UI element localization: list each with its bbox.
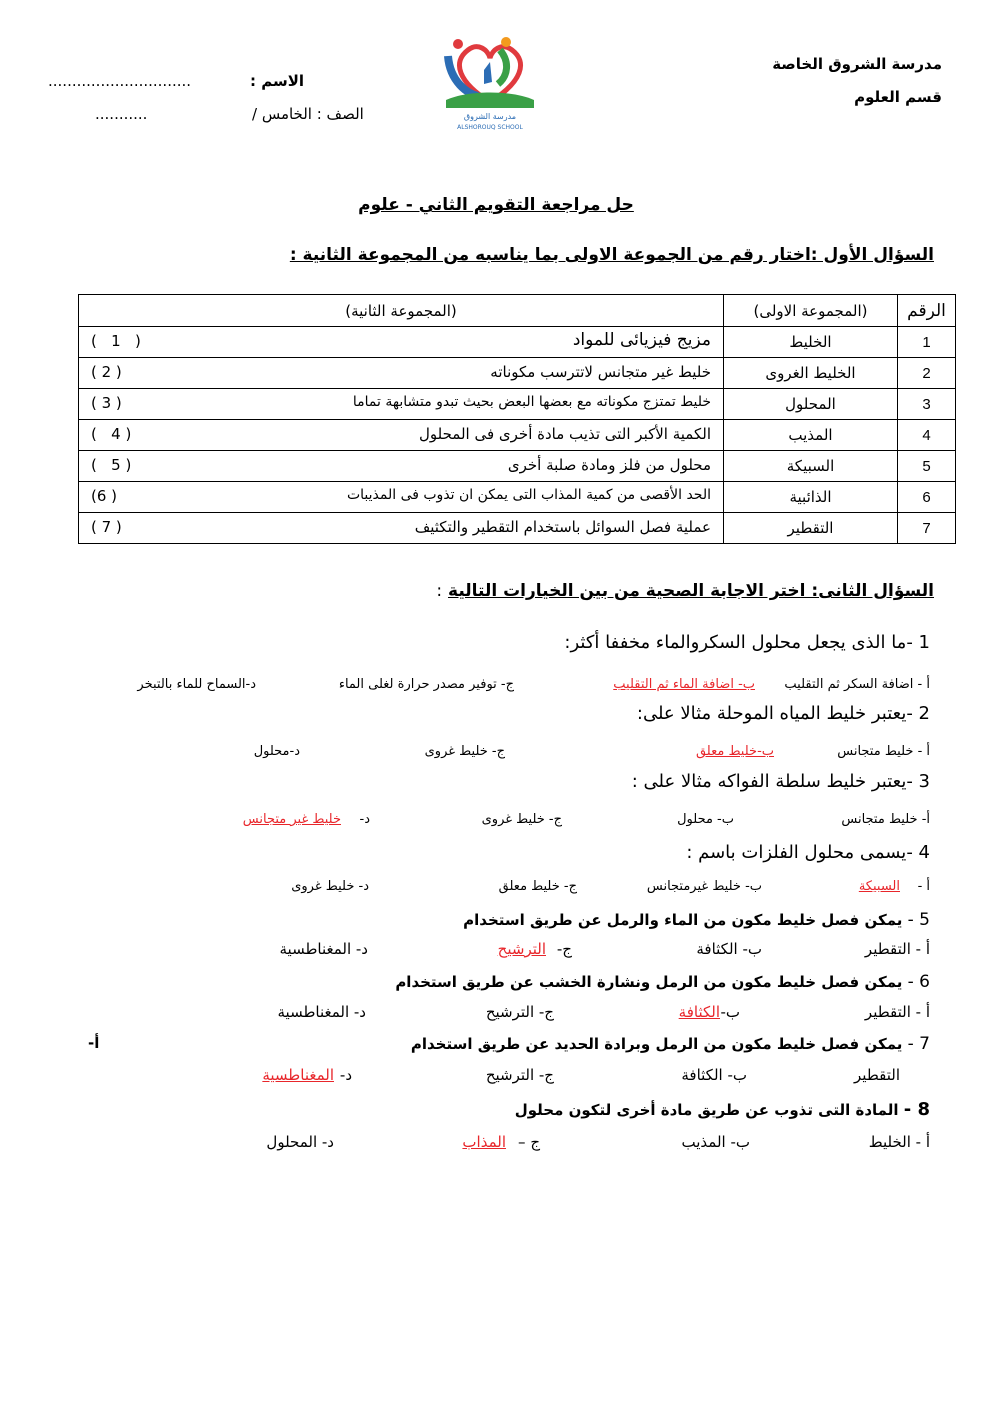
class-label: الصف : الخامس / bbox=[252, 105, 364, 123]
question1-heading: السؤال الأول :اختار رقم من الجموعة الاولى بما يناسبه من المجموعة الثانية : bbox=[289, 245, 934, 265]
option-d: د- خليط غروى bbox=[291, 879, 369, 894]
option-d-label: د- bbox=[359, 812, 370, 827]
option-b: ب- الكثافة bbox=[681, 1066, 747, 1084]
option-b: ب- الكثافة bbox=[696, 940, 762, 958]
row-number: 6 bbox=[898, 482, 956, 513]
option-c: ج- الترشيح bbox=[485, 1066, 554, 1084]
answer-number: ( 4 ) bbox=[91, 425, 132, 443]
option-c: ج- توفير مصدر حرارة لغلى الماء bbox=[338, 677, 514, 692]
row-term: الذائبية bbox=[724, 482, 898, 513]
option-a: أ - التقطير bbox=[864, 940, 930, 958]
table-row bbox=[79, 358, 956, 389]
question-item-1: 1 -ما الذى يجعل محلول السكروالماء مخففا أكثر: bbox=[564, 632, 930, 653]
row-description bbox=[79, 389, 724, 420]
description-text: محلول من فلز ومادة صلبة أخرى bbox=[507, 456, 711, 474]
question-item-5: 5 - يمكن فصل خليط مكون من الماء والرمل عن طريق استخدام bbox=[463, 910, 930, 930]
option-b-correct: الكثافة bbox=[678, 1003, 720, 1021]
question2-heading: السؤال الثانى: اختر الاجابة الصحية من بين الخيارات التالية : bbox=[436, 581, 934, 601]
col-group1-header: (المجموعة الاولى) bbox=[724, 295, 898, 327]
answer-number: ( 7 ) bbox=[91, 518, 122, 536]
department-name: قسم العلوم bbox=[854, 88, 942, 106]
row-term: الخليط الغروى bbox=[724, 358, 898, 389]
option-d: د- المغناطسية bbox=[279, 940, 368, 958]
option-d-correct: خليط غير متجانس bbox=[242, 812, 341, 827]
row-description bbox=[79, 327, 724, 358]
option-d: د-محلول bbox=[253, 744, 300, 759]
table-row bbox=[79, 327, 956, 358]
question-item-7: 7 - يمكن فصل خليط مكون من الرمل وبرادة الحديد عن طريق استخدام bbox=[410, 1034, 930, 1054]
row-description bbox=[79, 482, 724, 513]
row-term: التقطير bbox=[724, 513, 898, 544]
option-c: ج- خليط غروى bbox=[481, 812, 562, 827]
row-number: 5 bbox=[898, 451, 956, 482]
option-d: د- المحلول bbox=[266, 1133, 334, 1151]
row-term: السبيكة bbox=[724, 451, 898, 482]
page-title: حل مراجعة التقويم الثاني - علوم bbox=[358, 195, 634, 215]
description-text: الكمية الأكبر التى تذيب مادة أخرى فى المحلول bbox=[418, 425, 711, 443]
school-name: مدرسة الشروق الخاصة bbox=[772, 55, 942, 73]
row-number: 1 bbox=[898, 327, 956, 358]
question-item-6: 6 - يمكن فصل خليط مكون من الرمل ونشارة الخشب عن طريق استخدام bbox=[395, 972, 930, 992]
answer-number: (6 ) bbox=[91, 487, 118, 505]
row-description bbox=[79, 358, 724, 389]
option-c-label: ج – bbox=[518, 1133, 540, 1151]
option-a: أ - اضافة السكر ثم التقليب bbox=[784, 677, 930, 692]
row-number: 7 bbox=[898, 513, 956, 544]
option-d: د- المغناطسية bbox=[277, 1003, 366, 1021]
option-a: أ - التقطير bbox=[864, 1003, 930, 1021]
row-term: المحلول bbox=[724, 389, 898, 420]
school-logo bbox=[438, 32, 542, 132]
option-b-correct: ب- اضافة الماء ثم التقليب bbox=[613, 677, 755, 692]
row-number: 3 bbox=[898, 389, 956, 420]
option-a-label: أ- bbox=[88, 1034, 100, 1052]
option-c: ج- الترشيح bbox=[485, 1003, 554, 1021]
option-b: ب- المذيب bbox=[681, 1133, 750, 1151]
option-a: أ - الخليط bbox=[868, 1133, 930, 1151]
option-c-label: ج- bbox=[556, 940, 572, 958]
class-blank: ........... bbox=[95, 105, 148, 123]
option-c: ج- خليط غروى bbox=[424, 744, 505, 759]
option-b: ب- محلول bbox=[677, 812, 734, 827]
table-row bbox=[79, 451, 956, 482]
matching-table bbox=[78, 294, 956, 544]
answer-number: ( 3 ) bbox=[91, 394, 122, 412]
option-c-correct: الترشيح bbox=[497, 940, 546, 958]
question-item-2: 2 -يعتبر خليط المياه الموحلة مثالا على: bbox=[636, 703, 930, 724]
row-term: الخليط bbox=[724, 327, 898, 358]
answer-number: ( 2 ) bbox=[91, 363, 122, 381]
name-blank: .............................. bbox=[48, 72, 192, 90]
row-description bbox=[79, 513, 724, 544]
logo-text: مدرسة الشروق bbox=[463, 112, 517, 121]
option-c-correct: المذاب bbox=[462, 1133, 506, 1151]
option-b-correct: ب-خليط معلق bbox=[695, 744, 774, 759]
row-number: 2 bbox=[898, 358, 956, 389]
option-c: ج- خليط معلق bbox=[498, 879, 577, 894]
description-text: مزيج فيزيائى للمواد bbox=[572, 330, 711, 350]
col-number-header: الرقم bbox=[898, 295, 956, 327]
col-group2-header: (المجموعة الثانية) bbox=[79, 295, 724, 327]
description-text: خليط غير متجانس لاتترسب مكوناته bbox=[490, 363, 711, 381]
option-b-label: ب- bbox=[720, 1003, 740, 1021]
option-a: التقطير bbox=[854, 1066, 900, 1084]
option-a: أ- خليط متجانس bbox=[841, 812, 930, 827]
option-b: ب- خليط غيرمتجانس bbox=[646, 879, 762, 894]
option-d: د-السماح للماء بالتبخر bbox=[137, 677, 256, 692]
option-a: أ - خليط متجانس bbox=[837, 744, 930, 759]
answer-number: ( 5 ) bbox=[91, 456, 132, 474]
description-text: الحد الأقصى من كمية المذاب التى يمكن ان تذوب فى المذيبات bbox=[346, 487, 711, 503]
row-number: 4 bbox=[898, 420, 956, 451]
option-d-correct: المغناطسية bbox=[262, 1066, 334, 1084]
question-item-8: 8 - المادة التى تذوب عن طريق مادة أخرى لتكون محلول bbox=[514, 1099, 930, 1120]
description-text: خليط تمتزج مكوناته مع بعضها البعض بحيث تبدو متشابهة تماما bbox=[352, 394, 711, 410]
question-item-4: 4 -يسمى محلول الفلزات باسم : bbox=[686, 842, 930, 863]
question-item-3: 3 -يعتبر خليط سلطة الفواكه مثالا على : bbox=[631, 771, 930, 792]
row-description bbox=[79, 420, 724, 451]
option-a-correct: السبيكة bbox=[858, 879, 900, 894]
logo-subtext: ALSHOROUQ SCHOOL bbox=[457, 124, 523, 131]
option-d-label: د- bbox=[339, 1066, 352, 1084]
name-label: الاسم : bbox=[250, 72, 305, 90]
table-row bbox=[79, 513, 956, 544]
description-text: عملية فصل السوائل باستخدام التقطير والتكثيف bbox=[414, 518, 711, 536]
option-a-label: أ - bbox=[917, 879, 930, 894]
answer-number: ( 1 ) bbox=[91, 332, 141, 350]
table-row bbox=[79, 389, 956, 420]
row-term: المذيب bbox=[724, 420, 898, 451]
row-description bbox=[79, 451, 724, 482]
table-row bbox=[79, 420, 956, 451]
table-row bbox=[79, 482, 956, 513]
table-header-row bbox=[79, 295, 956, 327]
